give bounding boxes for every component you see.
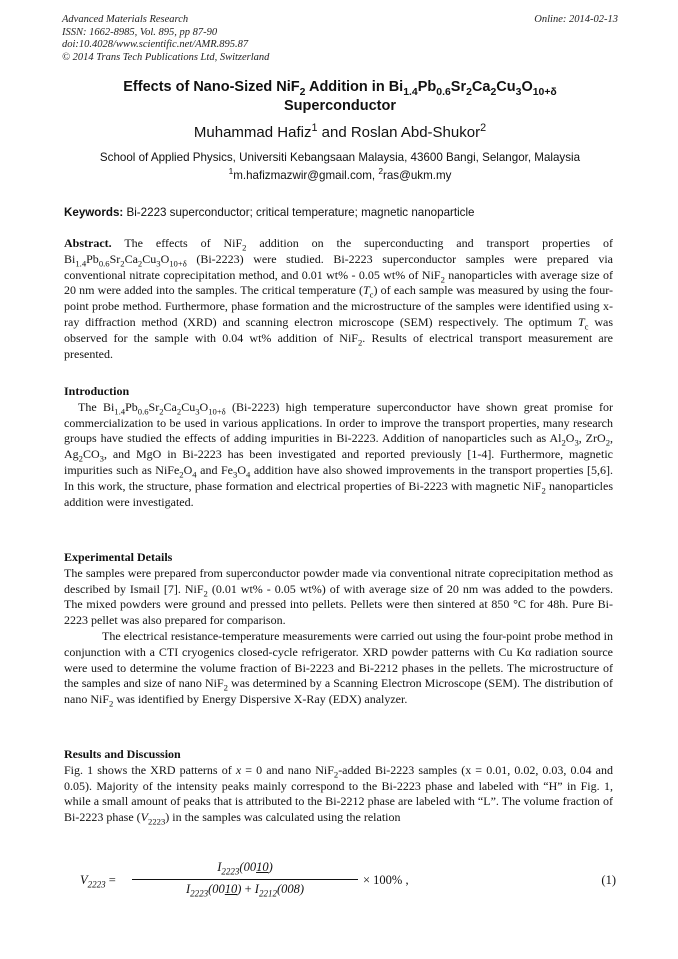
equation-numerator: $I_{2223}(0010)$ <box>217 860 273 877</box>
journal-copyright: © 2014 Trans Tech Publications Ltd, Switzerland <box>62 51 270 63</box>
section-heading: Results and Discussion <box>64 747 181 761</box>
journal-doi[interactable]: doi:10.4028/www.scientific.net/AMR.895.87 <box>62 39 249 50</box>
equation-fraction <box>132 860 358 897</box>
section-heading: Experimental Details <box>64 550 173 564</box>
equation-1 <box>80 860 616 904</box>
paragraph: The $Bi_{1.4}Pb_{0.6}Sr_2Ca_2Cu_3O_{10+\delta}$ (Bi-2223) high temperature superconductor have shown great promise for commercialization to be used in various applications. In order to improve the transport properties, many research groups have studied the effects of adding impurities in Bi-2223. Addition of nanoparticles such as $Al_2O_3$, ZrO$_2$, $Ag_2CO_3$, and MgO in Bi-2223 has been investigated and reported previously [1-4]. Furthermore, magnetic impurities such as $NiFe_2O_4$ and $Fe_3O_4$ addition have also showed improvements in the transport properties [5,6]. In this work, the structure, phase formation and electrical properties of Bi-2223 with magnetic NiF$_2$ nanoparticles addition were investigated. <box>64 399 614 509</box>
author-list: Muhammad Hafiz$^1$ and Roslan Abd-Shukor$^2$ <box>193 122 487 141</box>
keywords-label: Keywords: <box>64 206 124 219</box>
affiliation: School of Applied Physics, Universiti Kebangsaan Malaysia, 43600 Bangi, Selangor, Malaysia <box>99 151 581 164</box>
equation-rhs: × 100% , <box>363 873 409 887</box>
author-emails: $^1$m.hafizmazwir@gmail.com, $^2$ras@ukm.my <box>228 166 452 182</box>
journal-header <box>62 14 618 64</box>
results-section <box>64 747 613 826</box>
email-link[interactable]: m.hafizmazwir@gmail.com, <box>233 169 379 182</box>
abstract-label: Abstract. <box>64 236 112 250</box>
paragraph: The samples were prepared from superconductor powder made via conventional nitrate coprecipitation method as described by Ismail [7]. NiF$_2$ (0.01 wt% - 0.05 wt%) of with average size of 20 nm was added to the powders. The mixed powders were ground and pressed into pellets. Pellets were then sintered at 850 °C for 48h. Pure Bi-2223 pellet was also prepared for comparison. <box>64 565 613 628</box>
author-name: Muhammad Hafiz <box>193 124 312 141</box>
journal-name: Advanced Materials Research <box>62 14 189 25</box>
introduction-section <box>64 384 613 510</box>
equation-denominator: $I_{2223}(0010) + I_{2212}(008)$ <box>185 882 305 899</box>
experimental-section <box>64 550 613 708</box>
author-name: and Roslan Abd-Shukor <box>317 124 481 141</box>
equation-number: (1) <box>601 873 616 887</box>
equation-lhs: $V_{2223}$ = <box>80 873 116 890</box>
fraction-bar <box>132 879 358 880</box>
section-heading: Introduction <box>64 384 130 398</box>
paragraph: Fig. 1 shows the XRD patterns of x = 0 and nano NiF$_2$-added Bi-2223 samples (x = 0.01, 0.02, 0.03, 0.04 and 0.05). Majority of the intensity peaks mainly correspond to the Bi-2223 phase and labeled with “H” in Fig. 1, while a small amount of peaks that is attributed to the Bi-2212 phase are labeled with “L”. The volume fraction of Bi-2223 phase $(V_{2223})$ in the samples was calculated using the relation <box>64 762 614 827</box>
paragraph: The electrical resistance-temperature measurements were carried out using the four-point probe method in conjunction with a CTI cryogenics closed-cycle refrigerator. XRD powder patterns with Cu Kα radiation source were used to determine the volume fraction of Bi-2223 and Bi-2212 phases in the pellets. The microstructure of the samples and size of nano NiF$_2$ was determined by a Scanning Electron Microscope (SEM). The distribution of nano NiF$_2$ was identified by Energy Dispersive X-Ray (EDX) analyzer. <box>64 628 613 709</box>
paper-title-line2: Superconductor <box>284 98 396 114</box>
paper-title: Effects of Nano-Sized NiF$_2$ Addition in $Bi_{1.4}Pb_{0.6}Sr_2Ca_2Cu_3O_{10+\delta}$ Superconductor <box>123 79 557 114</box>
email-link[interactable]: ras@ukm.my <box>382 169 452 182</box>
journal-issn: ISSN: 1662-8985, Vol. 895, pp 87-90 <box>62 26 218 38</box>
keywords <box>64 206 620 219</box>
abstract: Abstract. The effects of NiF$_2$ addition on the superconducting and transport properties of $Bi_{1.4}Pb_{0.6}Sr_2Ca_2Cu_3O_{10+\delta}$ (Bi-2223) were studied. Bi-2223 superconductor samples were prepared via conventional nitrate coprecipitation method, and 0.01 wt% - 0.05 wt% of NiF$_2$ nanoparticles with average size of 20 nm were added into the samples. The critical temperature $(T_c)$ of each sample was measured by using the four-point probe method. Furthermore, phase formation and the microstructure of the samples were identified using x-ray diffraction method (XRD) and scanning electron microscope (SEM) respectively. The optimum $T_c$ was observed for the sample with 0.04 wt% addition of NiF$_2$. Results of electrical transport measurement are presented. <box>64 236 614 361</box>
online-date: Online: 2014-02-13 <box>534 14 618 25</box>
keywords-text: Bi-2223 superconductor; critical temperature; magnetic nanoparticle <box>123 206 475 219</box>
